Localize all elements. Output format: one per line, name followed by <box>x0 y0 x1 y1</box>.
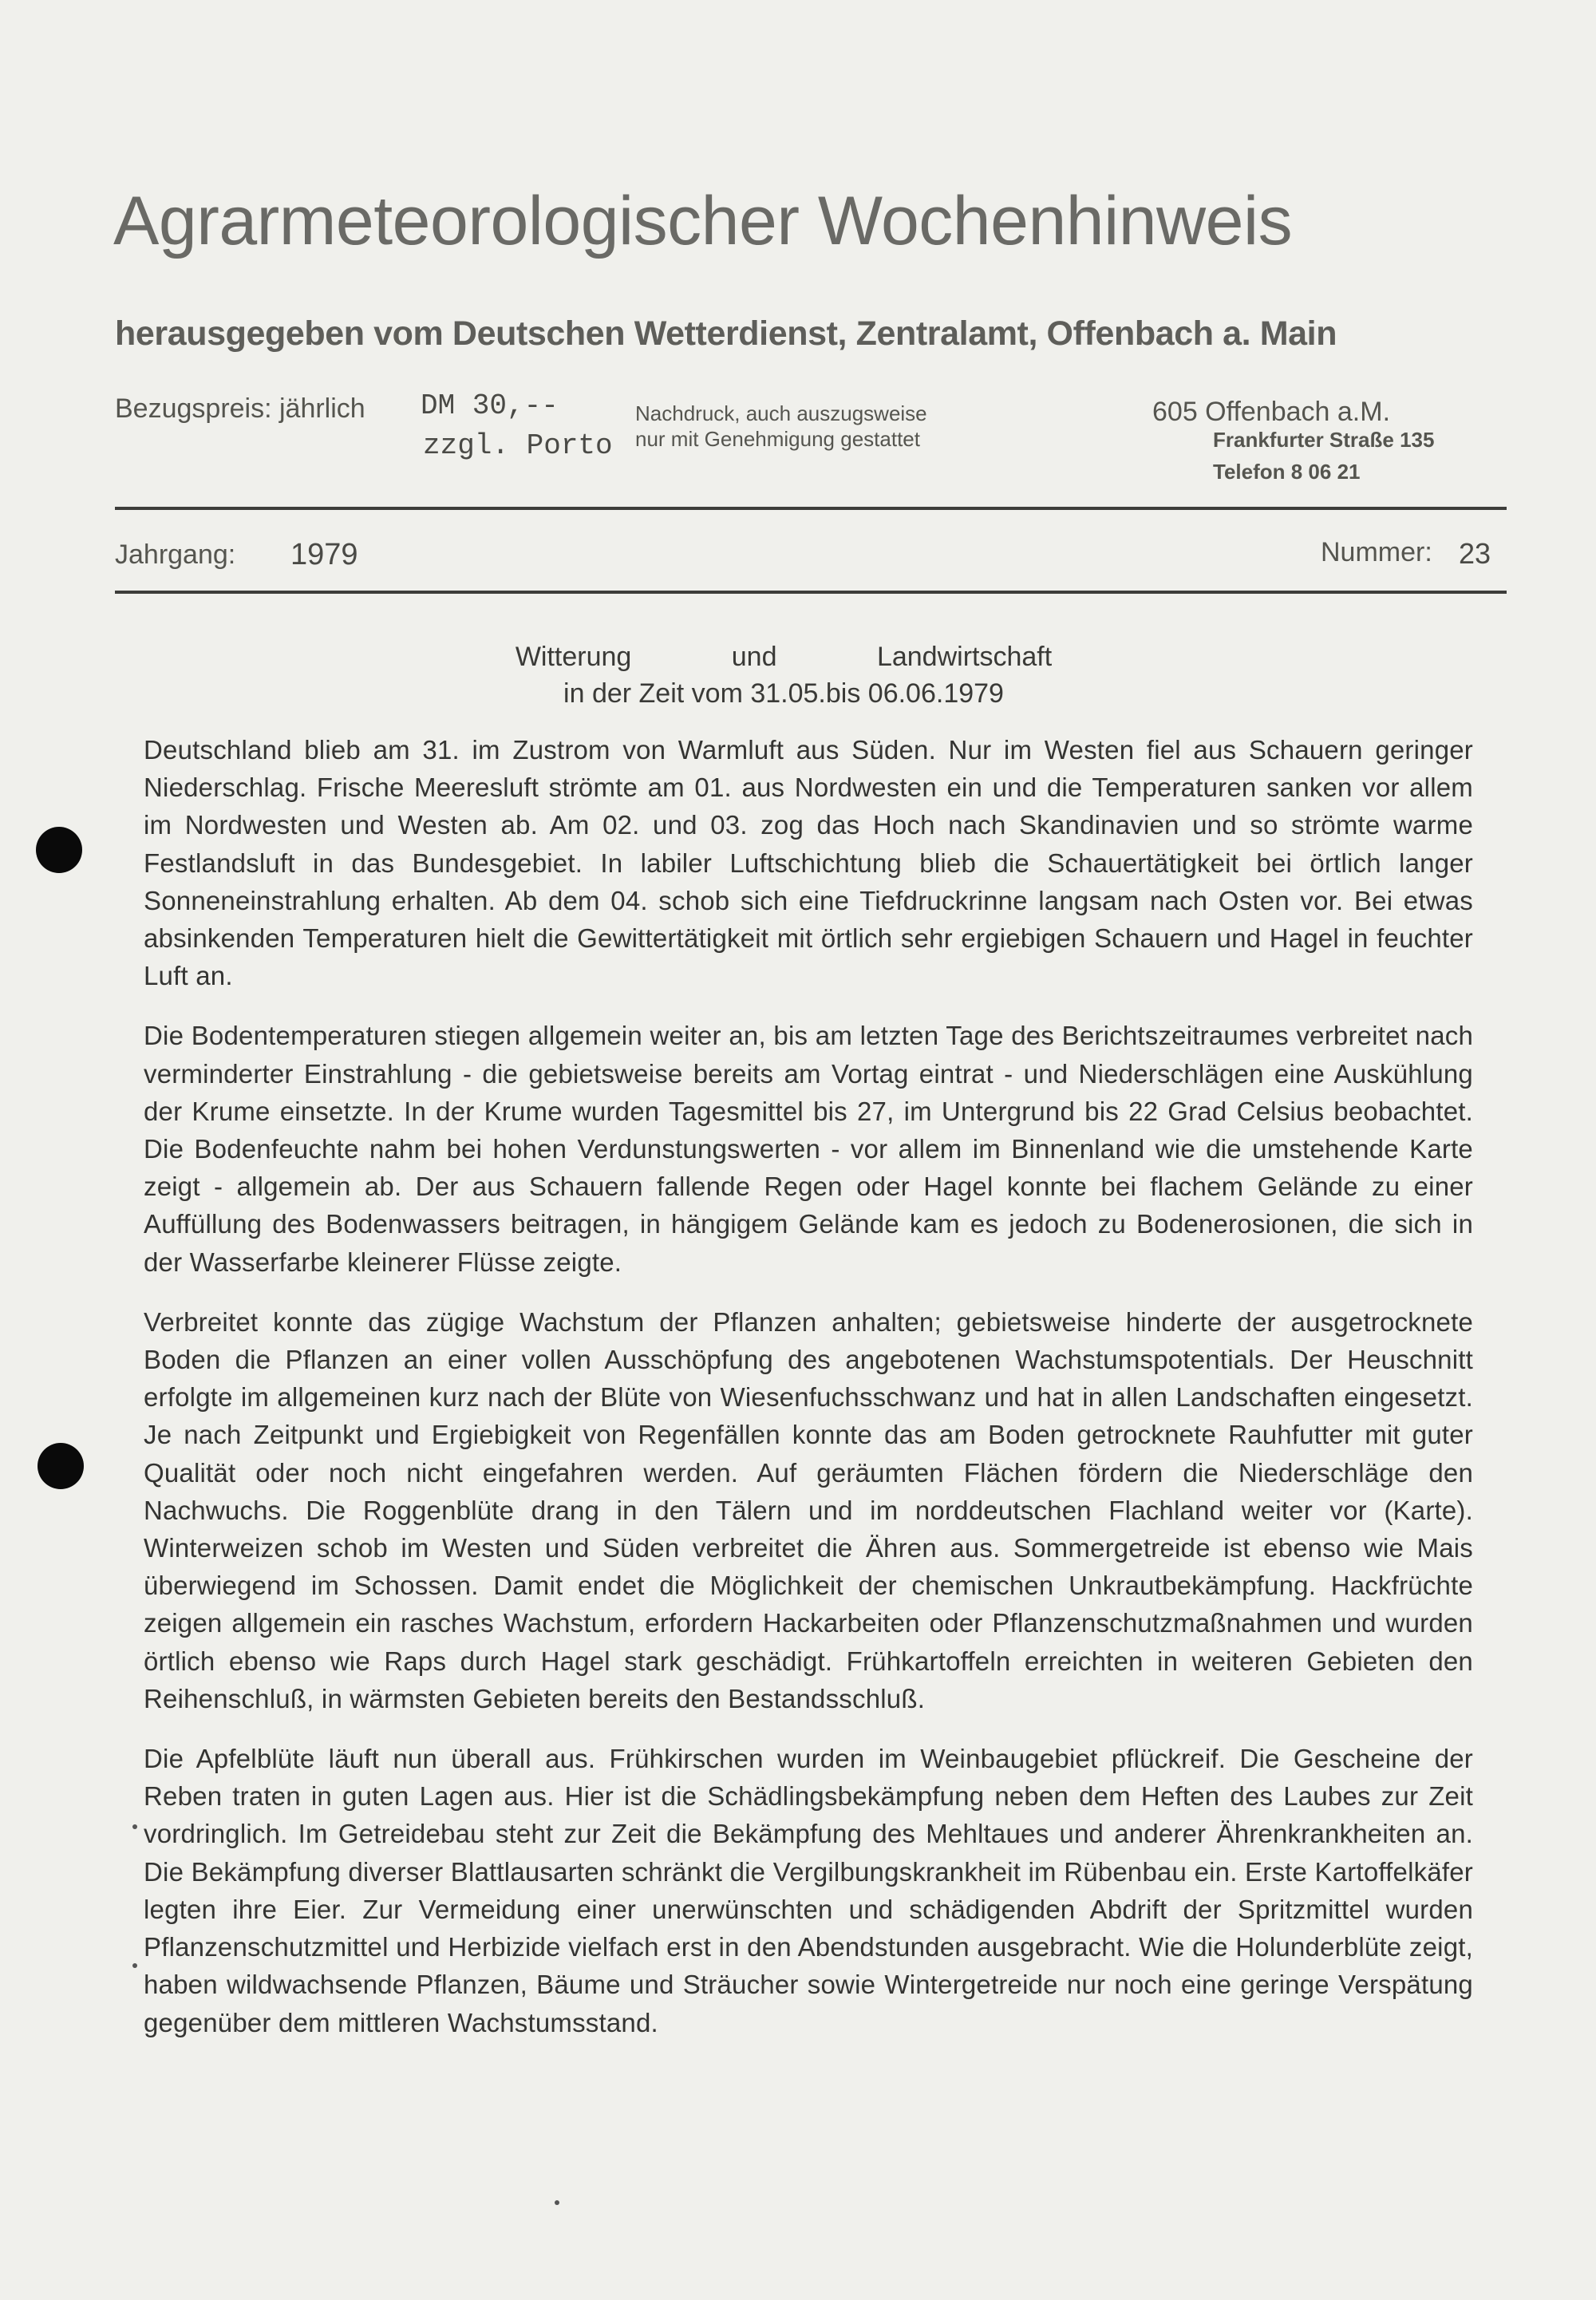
issue-number-label: Nummer: <box>1321 537 1432 567</box>
paragraph-crops: Verbreitet konnte das zügige Wachstum der Pflanzen anhalten; gebietsweise hinderte der ausgetrocknete Boden die Pflanzen an einer vollen Ausschöpfung des angebotenen Wachstumspotentials. Der Heuschnitt erfolgte im allgemeinen kurz nach der Blüte von Wiesenfuchsschwanz und hat in allen Landschaften eingesetzt. Je nach Zeitpunkt und Ergiebigkeit von Regenfällen konnte das am Boden getrocknete Rauhfutter mit guter Qualität oder noch nicht eingefahren werden. Auf geräumten Flächen fördern die Niederschläge den Nachwuchs. Die Roggenblüte drang in den Tälern und im norddeutschen Flachland weiter vor (Karte). Winterweizen schob im Westen und Süden verbreitet die Ähren aus. Sommergetreide ist ebenso wie Mais überwiegend im Schossen. Damit endet die Möglichkeit der chemischen Unkrautbekämpfung. Hackfrüchte zeigen allgemein ein rasches Wachstum, erfordern Hackarbeiten oder Pflanzenschutzmaßnahmen und wurden örtlich ebenso wie Raps durch Hagel stark geschädigt. Frühkartoffeln erreichten in weiteren Gebieten den Reihenschluß, in wärmsten Gebieten bereits den Bestandsschluß. <box>144 1306 1473 1713</box>
publisher-line: herausgegeben vom Deutschen Wetterdienst, Zentralamt, Offenbach a. Main <box>115 314 1337 353</box>
year-label: Jahrgang: <box>115 539 236 570</box>
paragraph-weather: Deutschland blieb am 31. im Zustrom von Warmluft aus Süden. Nur im Westen fiel aus Schauern geringer Niederschlag. Frische Meeresluft strömte am 01. aus Nordwesten ein und die Temperaturen sanken vor allem im Nordwesten und Westen ab. Am 02. und 03. zog das Hoch nach Skandinavien und so strömte warme Festlandsluft in das Bundesgebiet. In labiler Luftschichtung blieb die Schauertätigkeit bei örtlich langer Sonneneinstrahlung erhalten. Ab dem 04. schob sich eine Tiefdruckrinne langsam nach Osten vor. Bei etwas absinkenden Temperaturen hielt die Gewittertätigkeit mit örtlich sehr ergiebigen Schauern und Hagel in feuchter Luft an. <box>144 735 1473 991</box>
paper-speck <box>132 1963 137 1968</box>
document-title: Agrarmeteorologischer Wochenhinweis <box>113 183 1293 259</box>
report-heading <box>448 638 1119 712</box>
paper-speck <box>555 2200 559 2205</box>
paragraph-orchards-vineyards: Die Apfelblüte läuft nun überall aus. Frühkirschen wurden im Weinbaugebiet pflückreif. Die Gescheine der Reben traten in guten Lagen aus. Hier ist die Schädlingsbekämpfung neben dem Heften des Laubes zur Zeit vordringlich. Im Getreidebau steht zur Zeit die Bekämpfung des Mehltaues und anderer Ährenkrankheiten an. Die Bekämpfung diverser Blattlausarten schränkt die Vergilbungskrankheit im Rübenbau ein. Erste Kartoffelkäfer legten ihre Eier. Zur Vermeidung einer unerwünschten und schädigenden Abdrift der Spritzmittel wurden Pflanzenschutzmittel und Herbizide vielfach erst in den Abendstunden ausgebracht. Wie die Holunderblüte zeigt, haben wildwachsende Pflanzen, Bäume und Sträucher sowie Wintergetreide nur noch eine geringe Verspätung gegenüber dem mittleren Wachstumsstand. <box>144 1744 1473 2037</box>
year-value: 1979 <box>290 538 358 571</box>
paper-speck <box>132 1824 137 1829</box>
report-heading-period: in der Zeit vom 31.05.bis 06.06.1979 <box>563 678 1004 709</box>
reprint-notice-line2: nur mit Genehmigung gestattet <box>635 427 920 451</box>
subscription-label: Bezugspreis: jährlich <box>115 393 365 424</box>
punch-hole-lower <box>38 1443 84 1489</box>
postage-note: zzgl. Porto <box>423 429 613 462</box>
address-street: Frankfurter Straße 135 <box>1213 428 1435 452</box>
issue-number-value: 23 <box>1459 537 1491 570</box>
top-divider <box>115 507 1507 510</box>
report-heading-title: Witterung und Landwirtschaft <box>515 642 1053 672</box>
subscription-price: DM 30,-- <box>421 389 559 422</box>
punch-hole-upper <box>36 827 82 873</box>
paragraph-soil: Die Bodentemperaturen stiegen allgemein weiter an, bis am letzten Tage des Berichtszeitraumes verbreitet nach verminderter Einstrahlung - die gebietsweise bereits am Vortag eintrat - und Niederschlägen eine Auskühlung der Krume einsetzte. In der Krume wurden Tagesmittel bis 27, im Untergrund bis 22 Grad Celsius beobachtet. Die Bodenfeuchte nahm bei hohen Verdunstungswerten - vor allem im Binnenland wie die umstehende Karte zeigt - allgemein ab. Der aus Schauern fallende Regen oder Hagel konnte bei flachem Gelände zu einer Auffüllung des Bodenwassers beitragen, in hängigem Gelände kam es jedoch zu Bodenerosionen, die sich in der Wasserfarbe kleinerer Flüsse zeigte. <box>144 1021 1473 1277</box>
bottom-divider <box>115 591 1507 594</box>
reprint-notice-line1: Nachdruck, auch auszugsweise <box>635 401 927 425</box>
report-body <box>144 731 1473 2064</box>
address-city: 605 Offenbach a.M. <box>1152 397 1391 427</box>
address-phone: Telefon 8 06 21 <box>1213 460 1361 484</box>
